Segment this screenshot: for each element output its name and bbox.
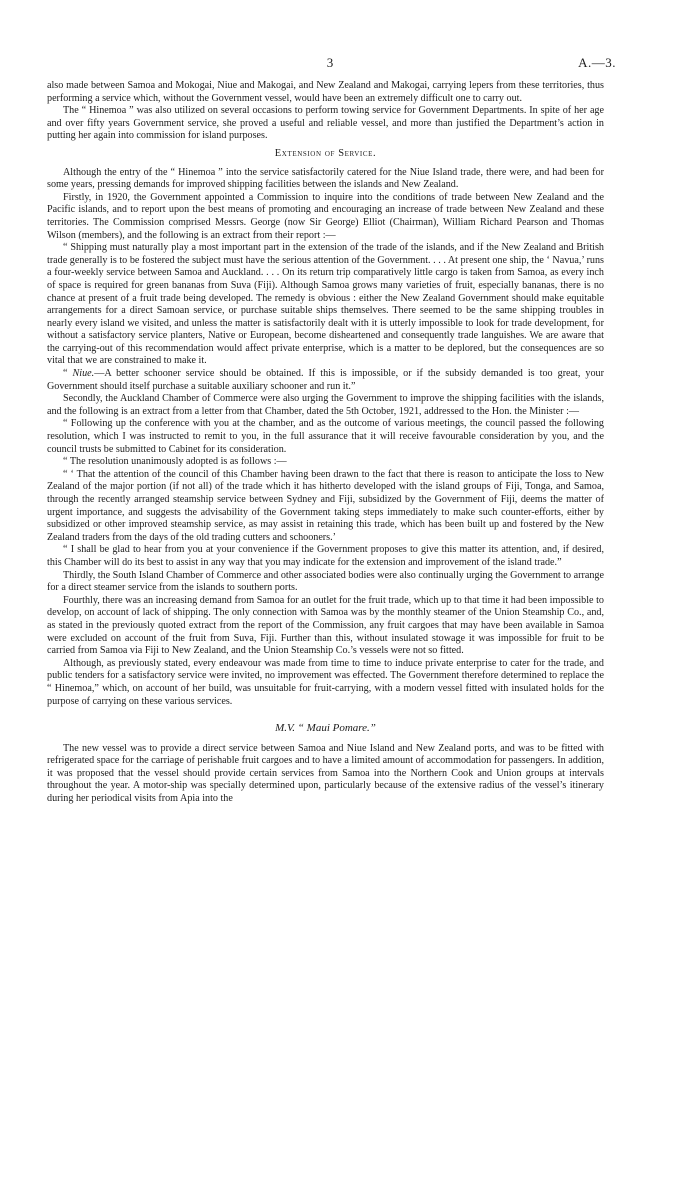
quoted-paragraph-niue (47, 368, 604, 393)
paragraph: Although the entry of the “ Hinemoa ” into the service satisfactorily catered for the Niue Island trade, there were, and had been for some years, pressing demands for improved shipping facilities between the islands and New Zealand. (47, 166, 604, 191)
quoted-paragraph: “ The resolution unanimously adopted is as follows :— (63, 456, 287, 468)
paragraph: Although, as previously stated, every endeavour was made from time to time to induce private enterprise to cater for the trade, and public tenders for a satisfactory service were invited, no improvement was effected. The Government therefore determined to replace the “ Hinemoa,” which, on account of her build, was unsuitable for fruit-carrying, with a modern vessel fitted with insulated holds for the purpose of carrying on these various services. (47, 657, 604, 707)
page-number: 3 (326, 55, 334, 70)
paragraph: The “ Hinemoa ” was also utilized on several occasions to perform towing service for Government Departments. In spite of her age and over fifty years Government service, she proved a useful and reliable vessel, and more than justified the Department’s action in putting her again into commission for island purposes. (47, 105, 604, 142)
section-heading-maui-pomare: M.V. “ Maui Pomare.” (275, 722, 376, 735)
paragraph: Thirdly, the South Island Chamber of Commerce and other associated bodies were also continually urging the Government to arrange for a direct steamer service from the islands to southern ports. (47, 569, 604, 594)
quoted-paragraph: “ I shall be glad to hear from you at your convenience if the Government proposes to give this matter its attention, and, if desired, this Chamber will do its best to assist in any way that you may indicate for the extension and improvement of the island trade.” (47, 544, 604, 568)
paragraph: The new vessel was to provide a direct service between Samoa and Niue Island and New Zealand ports, and was to be fitted with refrigerated space for the carriage of perishable fruit cargoes and to have a limited amount of accommodation for passengers. In addition, it was proposed that the vessel should provide certain services from Samoa into the Northern Cook and Union groups at intervals throughout the year. A motor-ship was specially determined upon, particularly because of the extensive radius of the vessel’s itinerary during her periodical visits from Apia into the (47, 742, 604, 805)
paragraph: Firstly, in 1920, the Government appointed a Commission to inquire into the conditions of trade between New Zealand and the Pacific islands, and to report upon the best means of promoting and encouraging an increase of trade between New Zealand and these territories. The Commission comprised Messrs. George (now Sir George) Elliot (Chairman), William Richard Pearson and Thomas Wilson (members), and the following is an extract from their report :— (47, 191, 604, 241)
quoted-paragraph: “ ‘ That the attention of the council of this Chamber having been drawn to the fact that there is reason to anticipate the loss to New Zealand of the major portion (if not all) of the trade which it has hitherto developed with the island groups of Fiji, Tonga, and Samoa, through the recently arranged steamship service between Sydney and Fiji, subsidized by the Government of Fiji, deems the matter of urgent importance, and suggests the advisability of the Government taking steps immediately to make such counter-efforts, either by subsidized or other improved steamship service, as may assist in retaining this trade, which has been built up and fostered by the New Zealand traders from the days of the old trading cutters and schooners.’ (47, 468, 604, 543)
document-reference: A.—3. (578, 55, 616, 70)
main-body-text (47, 80, 604, 806)
paragraph: also made between Samoa and Mokogai, Niue and Makogai, and New Zealand and Makogai, carrying lepers from these territories, thus performing a service which, without the Government vessel, would have been an extremely difficult one to carry out. (47, 80, 604, 104)
paragraph: Fourthly, there was an increasing demand from Samoa for an outlet for the fruit trade, which up to that time it had been impossible to develop, on account of lack of shipping. The only connection with Samoa was by the monthly steamer of the Union Steamship Co., and, as stated in the previously quoted extract from the report of the Commission, any fruit cargoes that may have been available in Samoa were excluded on account of the fruit from Suva, Fiji. Further than this, without insulated stowage it was impossible for fruit to be carried from Samoa via Fiji to New Zealand, and the Union Steamship Co.’s vessels were not so fitted. (47, 594, 604, 657)
paragraph: Secondly, the Auckland Chamber of Commerce were also urging the Government to improve the shipping facilities with the islands, and the following is an extract from a letter from that Chamber, dated the 5th October, 1921, addressed to the Hon. the Minister :— (47, 393, 604, 417)
quoted-paragraph: “ Shipping must naturally play a most important part in the extension of the trade of the islands, and if the New Zealand and British trade generally is to be fostered the subject must have the serious attention of the Government. . . . At present one ship, the ‘ Navua,’ runs a four-weekly service between Samoa and Auckland. . . . On its return trip comparatively little cargo is taken from Samoa, as every inch of space is required for green bananas from Suva (Fiji). Although Samoa grows many varieties of fruit, especially bananas, there is no chance at present of a fruit trade being developed. The remedy is obvious : either the New Zealand Government should make equitable arrangements for a direct Samoan service, or purchase suitable ships themselves. There seemed to be the same shipping troubles in nearly every island we visited, and unless the matter is satisfactorily dealt with it is utterly impossible to look for trade development, for without a satisfactory service planters, Native or European, become disheartened and consequently trade languishes. We are aware that the carrying-out of this recommendation would affect private enterprise, which is a matter to be deplored, but the consequences are so vital that we are constrained to make it. (47, 242, 604, 367)
section-heading-extension: Extension of Service. (274, 147, 377, 159)
niue-text: “ Niue.—A better schooner service should be obtained. If this is impossible, or if the subsidy demanded is too great, your Government should itself purchase a suitable auxiliary schooner and run it.” (47, 368, 604, 392)
quoted-paragraph: “ Following up the conference with you at the chamber, and as the outcome of various meetings, the council passed the following resolution, which I was instructed to remit to you, in the full assurance that it will receive favourable consideration by you, and the council trusts be submitted to Cabinet for its consideration. (47, 418, 604, 455)
